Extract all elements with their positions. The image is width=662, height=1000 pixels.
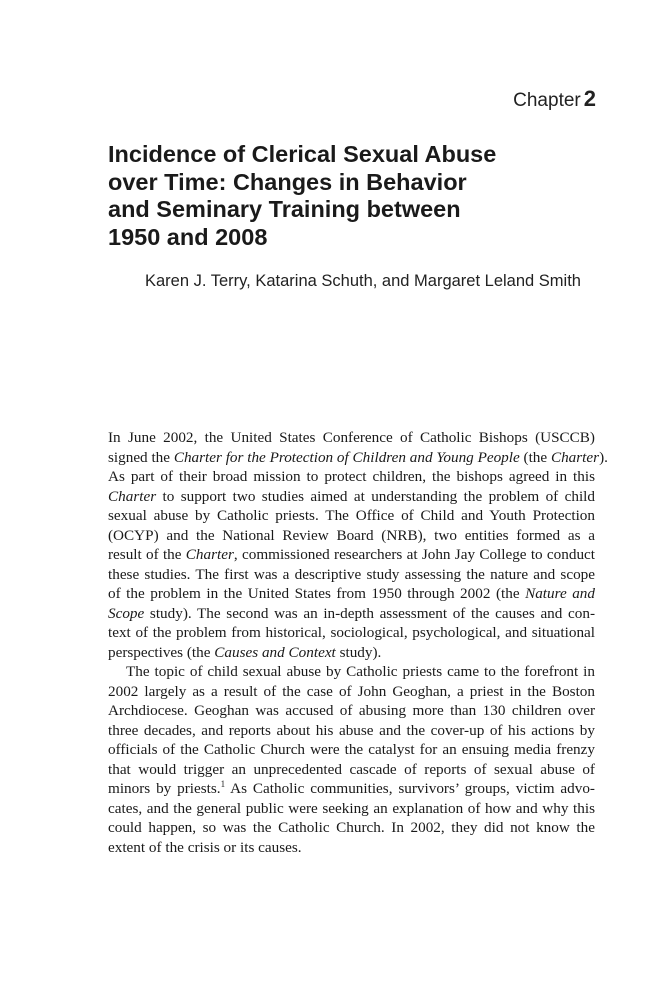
text-line: Archdiocese. Geoghan was accused of abusing more than 130 children over xyxy=(108,702,595,719)
text-line: text of the problem from historical, sociological, psychological, and situational xyxy=(108,624,595,641)
text-line: The topic of child sexual abuse by Catholic priests came to the forefront in xyxy=(126,663,595,680)
text-line: sexual abuse by Catholic priests. The Office of Child and Youth Protection xyxy=(108,507,595,524)
text-segment: minors by priests. xyxy=(108,780,221,797)
chapter-label xyxy=(513,86,596,112)
text-line: As part of their broad mission to protect children, the bishops agreed in this xyxy=(108,468,595,485)
text-line: these studies. The first was a descriptive study assessing the nature and scope xyxy=(108,565,595,583)
text-line: (OCYP) and the National Review Board (NRB), two entities formed as a xyxy=(108,526,595,544)
title-line: Incidence of Clerical Sexual Abuse xyxy=(108,141,497,167)
body-text xyxy=(108,428,608,857)
chapter-title xyxy=(108,141,588,251)
authors: Karen J. Terry, Katarina Schuth, and Margaret Leland Smith xyxy=(145,272,581,290)
text-segment: As Catholic communities, survivors’ groups, victim advo- xyxy=(230,780,595,797)
text-line: cates, and the general public were seeking an explanation of how and why this xyxy=(108,799,595,817)
text-line: of the problem in the United States from 1950 through 2002 (the Nature and xyxy=(108,585,595,602)
title-line: 1950 and 2008 xyxy=(108,223,268,250)
text-line: officials of the Catholic Church were the catalyst for an ensuing media frenzy xyxy=(108,741,595,758)
text-line: Charter to support two studies aimed at understanding the problem of child xyxy=(108,487,595,505)
text-line: signed the Charter for the Protection of Children and Young People (the Charter). xyxy=(108,448,608,466)
text-line: 2002 largely as a result of the case of John Geoghan, a priest in the Boston xyxy=(108,682,595,700)
text-line: result of the Charter, commissioned researchers at John Jay College to conduct xyxy=(108,546,596,563)
paragraph-1 xyxy=(108,428,608,662)
text-line: Scope study). The second was an in-depth assessment of the causes and con- xyxy=(108,604,595,622)
chapter-number: 2 xyxy=(583,86,596,111)
title-line: and Seminary Training between xyxy=(108,196,461,222)
text-line: could happen, so was the Catholic Church. In 2002, they did not know the xyxy=(108,819,595,836)
text-line: perspectives (the Causes and Context study). xyxy=(108,643,382,661)
title-line: over Time: Changes in Behavior xyxy=(108,168,467,195)
footnote-reference[interactable]: 1 xyxy=(220,779,226,789)
chapter-word: Chapter xyxy=(513,90,581,111)
paragraph-2 xyxy=(108,662,595,857)
text-line: that would trigger an unprecedented cascade of reports of sexual abuse of xyxy=(108,760,595,778)
text-line-with-footnote xyxy=(108,779,595,799)
text-line: In June 2002, the United States Conference of Catholic Bishops (USCCB) xyxy=(108,429,595,446)
text-line: extent of the crisis or its causes. xyxy=(108,838,302,856)
text-line: three decades, and reports about his abuse and the cover-up of his actions by xyxy=(108,721,595,739)
